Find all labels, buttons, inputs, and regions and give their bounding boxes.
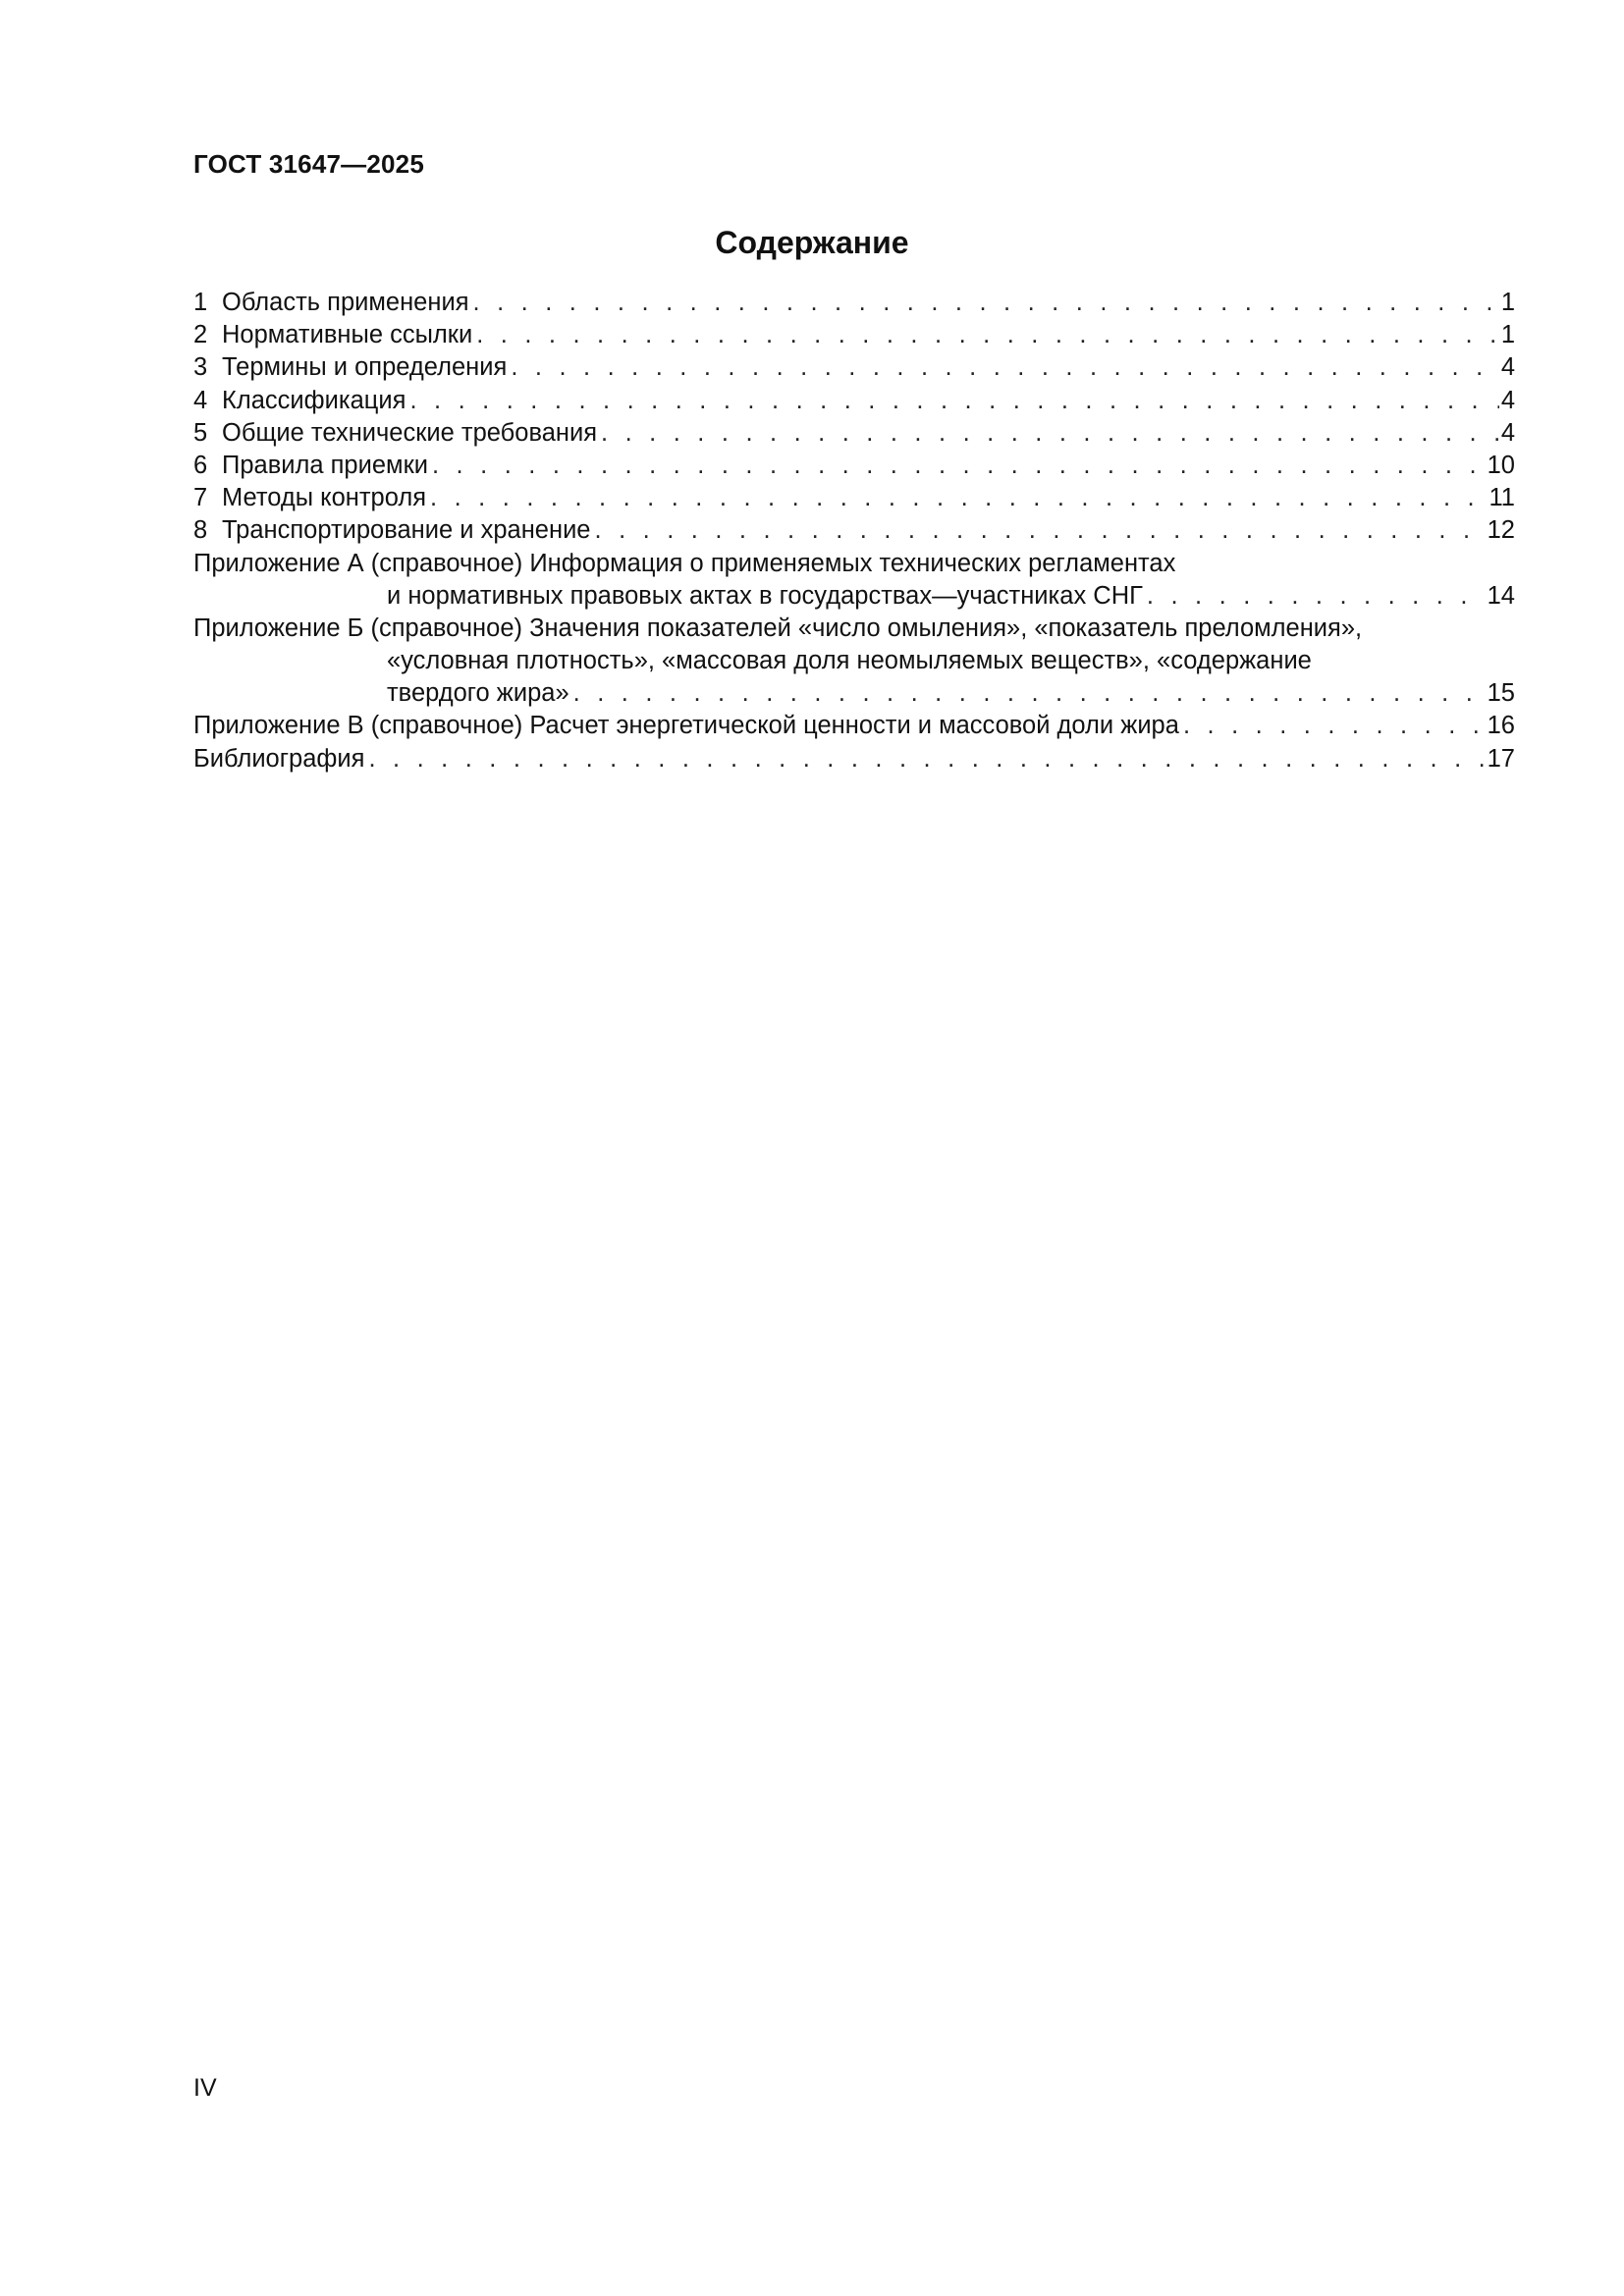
- dot-leader: [368, 743, 1485, 775]
- toc-entry-number: 2: [193, 321, 208, 349]
- toc-entry-page: 17: [1487, 744, 1515, 773]
- dot-leader: [595, 514, 1486, 547]
- toc-entry-4[interactable]: [193, 385, 1515, 417]
- dot-leader: [1183, 710, 1486, 742]
- toc-entry-appendix-b[interactable]: [193, 613, 1515, 711]
- toc-entry-7[interactable]: [193, 482, 1515, 514]
- table-of-contents: [193, 287, 1515, 775]
- toc-entry-title-continued: «условная плотность», «массовая доля неомыляемых веществ», «содержание: [387, 647, 1312, 675]
- toc-entry-title: Приложение А (справочное) Информация о применяемых технических регламентах: [193, 549, 1176, 577]
- toc-entry-title: Методы контроля: [222, 484, 427, 512]
- dot-leader: [573, 677, 1486, 710]
- toc-entry-title-continued: и нормативных правовых актах в государствах—участниках СНГ: [387, 581, 1143, 610]
- dot-leader: [473, 287, 1499, 319]
- dot-leader: [476, 319, 1499, 351]
- toc-entry-page: 1: [1500, 289, 1515, 316]
- toc-entry-number: 1: [193, 289, 208, 316]
- toc-entry-number: 4: [193, 386, 208, 414]
- toc-entry-title: Область применения: [222, 289, 469, 316]
- dot-leader: [601, 417, 1499, 450]
- toc-entry-page: 1: [1500, 321, 1515, 349]
- toc-entry-2[interactable]: [193, 319, 1515, 351]
- toc-entry-title: Приложение Б (справочное) Значения показателей «число омыления», «показатель преломления»,: [193, 614, 1363, 642]
- toc-entry-number: 7: [193, 484, 208, 512]
- document-code: ГОСТ 31647—2025: [193, 149, 424, 179]
- toc-entry-title: Правила приемки: [222, 451, 428, 479]
- toc-entry-number: 3: [193, 353, 208, 382]
- toc-entry-title: Нормативные ссылки: [222, 321, 473, 349]
- toc-entry-number: 8: [193, 516, 208, 545]
- toc-entry-title: Классификация: [222, 386, 406, 414]
- toc-entry-3[interactable]: [193, 351, 1515, 384]
- dot-leader: [511, 351, 1499, 384]
- toc-entry-number: 6: [193, 451, 208, 479]
- page-number: IV: [193, 2074, 217, 2102]
- dot-leader: [1147, 580, 1486, 613]
- toc-entry-title: Общие технические требования: [222, 418, 598, 447]
- toc-entry-page: 16: [1487, 712, 1515, 740]
- toc-entry-page: 12: [1487, 516, 1515, 545]
- toc-entry-appendix-v[interactable]: [193, 710, 1515, 742]
- toc-entry-page: 11: [1489, 484, 1515, 512]
- toc-entry-page: 15: [1487, 679, 1515, 708]
- toc-entry-title: Термины и определения: [222, 353, 508, 382]
- toc-title: Содержание: [715, 225, 909, 260]
- toc-entry-1[interactable]: [193, 287, 1515, 319]
- toc-entry-appendix-a[interactable]: [193, 548, 1515, 613]
- dot-leader: [432, 450, 1486, 482]
- toc-entry-6[interactable]: [193, 450, 1515, 482]
- dot-leader: [409, 385, 1498, 417]
- toc-entry-8[interactable]: [193, 514, 1515, 547]
- toc-entry-title: Приложение В (справочное) Расчет энергетической ценности и массовой доли жира: [193, 712, 1179, 740]
- toc-entry-title: Транспортирование и хранение: [222, 516, 591, 545]
- toc-entry-bibliography[interactable]: [193, 743, 1515, 775]
- toc-entry-5[interactable]: [193, 417, 1515, 450]
- toc-entry-title-continued: твердого жира»: [387, 679, 569, 708]
- toc-entry-page: 14: [1487, 581, 1515, 610]
- toc-entry-page: 4: [1500, 418, 1515, 447]
- toc-entry-page: 10: [1487, 451, 1515, 479]
- toc-entry-page: 4: [1500, 386, 1515, 414]
- toc-entry-page: 4: [1500, 353, 1515, 382]
- toc-entry-title: Библиография: [193, 744, 365, 773]
- dot-leader: [430, 482, 1487, 514]
- toc-entry-number: 5: [193, 418, 208, 447]
